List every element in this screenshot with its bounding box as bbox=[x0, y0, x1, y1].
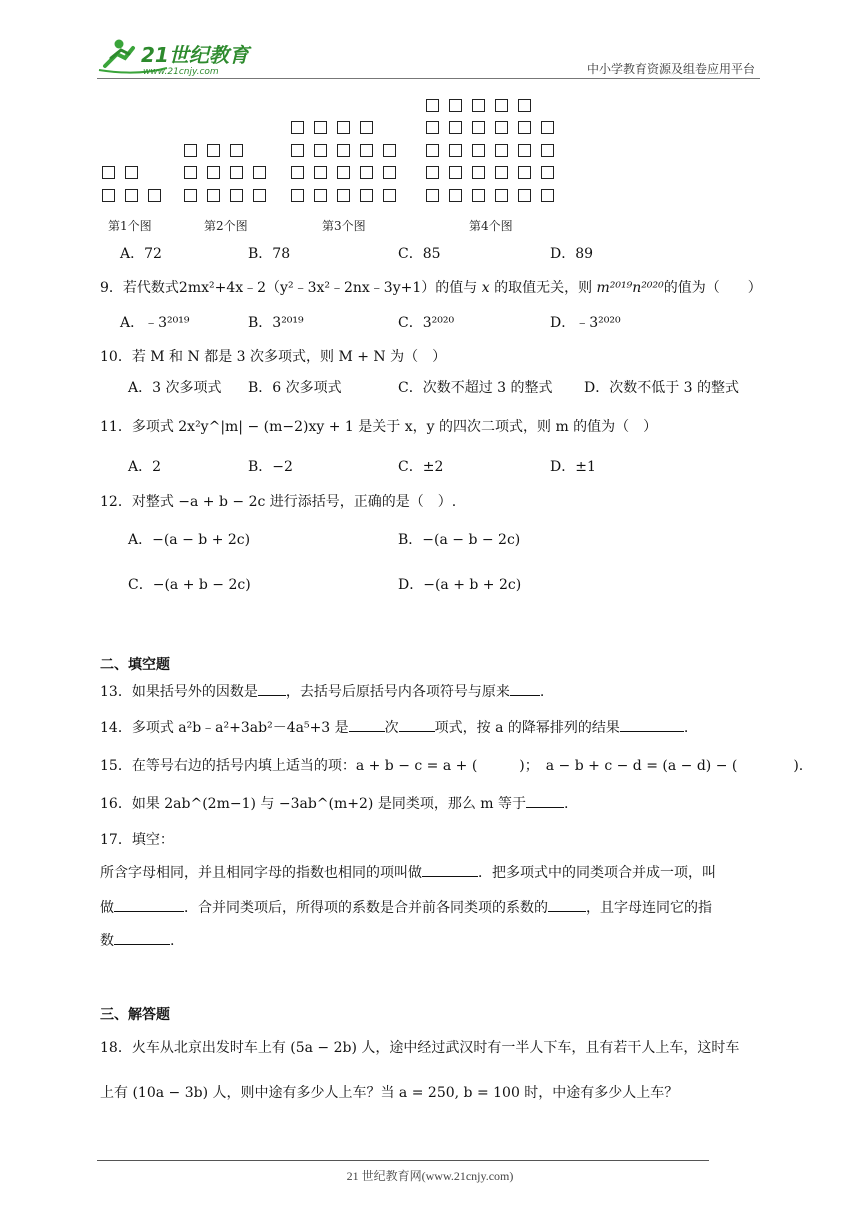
question-17-line-3: 数 . bbox=[100, 933, 175, 949]
question-14: 14．多项式 a²b﹣a²+3ab²－4a⁵+3 是 次 项式，按 a 的降幂排列的结果 . bbox=[100, 720, 689, 736]
q8-option-b: B．78 bbox=[248, 246, 291, 262]
figure-label-4: 第4个图 bbox=[469, 219, 513, 233]
q9-option-c: C．3²⁰²⁰ bbox=[398, 315, 455, 331]
figure-label-1: 第1个图 bbox=[108, 219, 152, 233]
q9-option-a: A．﹣3²⁰¹⁹ bbox=[120, 315, 190, 331]
q11-option-d: D．±1 bbox=[550, 459, 596, 475]
q11-option-c: C．±2 bbox=[398, 459, 444, 475]
q12-option-c: C．−(a + b − 2c) bbox=[128, 577, 251, 593]
question-17-intro: 17．填空： bbox=[100, 832, 174, 848]
logo-text: 21世纪教育 bbox=[141, 43, 249, 67]
figure-label-2: 第2个图 bbox=[204, 219, 248, 233]
question-10: 10．若 M 和 N 都是 3 次多项式，则 M + N 为（ ） bbox=[100, 349, 447, 365]
q8-option-d: D．89 bbox=[550, 246, 594, 262]
q11-option-a: A．2 bbox=[128, 459, 162, 475]
square-pattern-figure bbox=[0, 0, 860, 240]
q10-option-b: B．6 次多项式 bbox=[248, 380, 342, 396]
q8-option-c: C．85 bbox=[398, 246, 441, 262]
q12-option-b: B．−(a − b − 2c) bbox=[398, 532, 521, 548]
logo-url: www.21cnjy.com bbox=[143, 67, 219, 77]
question-13: 13．如果括号外的因数是 ，去括号后原括号内各项符号与原来 . bbox=[100, 684, 545, 700]
question-17-line-1: 所含字母相同，并且相同字母的指数也相同的项叫做 ．把多项式中的同类项合并成一项，叫 bbox=[100, 865, 716, 881]
q10-option-c: C．次数不超过 3 的整式 bbox=[398, 380, 553, 396]
q12-option-d: D．−(a + b + 2c) bbox=[398, 577, 522, 593]
footer-text: 21 世纪教育网(www.21cnjy.com) bbox=[346, 1169, 514, 1183]
q11-option-b: B．−2 bbox=[248, 459, 293, 475]
q8-option-a: A．72 bbox=[120, 246, 162, 262]
question-12: 12．对整式 −a + b − 2c 进行添括号，正确的是（ ）. bbox=[100, 494, 457, 510]
question-17-line-2: 做 ．合并同类项后，所得项的系数是合并前各同类项的系数的 ，且字母连同它的指 bbox=[100, 900, 712, 916]
question-11: 11．多项式 2x²y^|m| − (m−2)xy + 1 是关于 x，y 的四次二项式，则 m 的值为（ ） bbox=[100, 419, 658, 435]
question-16: 16．如果 2ab^(2m−1) 与 −3ab^(m+2) 是同类项，那么 m 等于 . bbox=[100, 796, 569, 812]
figure-label-3: 第3个图 bbox=[322, 219, 366, 233]
q12-option-a: A．−(a − b + 2c) bbox=[128, 532, 251, 548]
section-answer-title: 三、解答题 bbox=[100, 1007, 170, 1023]
section-fill-blank-title: 二、填空题 bbox=[100, 657, 170, 673]
question-15: 15．在等号右边的括号内填上适当的项：a + b − c = a + ( )； a − b + c − d = (a − d) − ( ). bbox=[100, 758, 804, 774]
question-18-line-1: 18．火车从北京出发时车上有 (5a − 2b) 人，途中经过武汉时有一半人下车，且有若干人上车，这时车 bbox=[100, 1040, 740, 1056]
question-9: 9．若代数式2mx²+4x﹣2（y²﹣3x²﹣2nx﹣3y+1）的值与 x 的取值无关，则 m²⁰¹⁹n²⁰²⁰的值为（ ） bbox=[100, 280, 762, 296]
header-tagline: 中小学教育资源及组卷应用平台 bbox=[586, 62, 755, 76]
q9-option-d: D．﹣3²⁰²⁰ bbox=[550, 315, 621, 331]
question-18-line-2: 上有 (10a − 3b) 人，则中途有多少人上车？当 a = 250, b = 100 时，中途有多少人上车？ bbox=[100, 1085, 679, 1101]
q10-option-a: A．3 次多项式 bbox=[128, 380, 222, 396]
q10-option-d: D．次数不低于 3 的整式 bbox=[584, 380, 740, 396]
q9-option-b: B．3²⁰¹⁹ bbox=[248, 315, 304, 331]
footer-divider bbox=[97, 1160, 709, 1161]
